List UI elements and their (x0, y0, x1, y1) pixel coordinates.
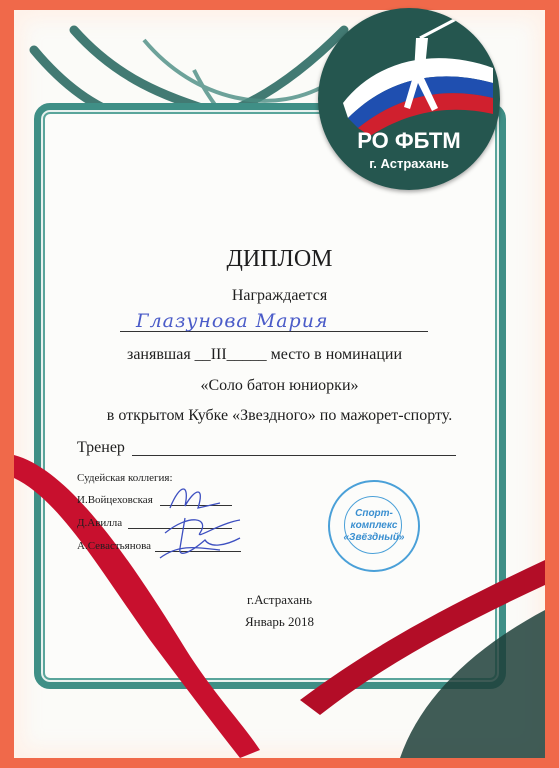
jury-member: И.Войцеховская (77, 494, 153, 506)
stamp-text: Спорт- комплекс «Звёздный» (343, 508, 405, 543)
coach-label: Тренер (77, 439, 125, 456)
place-line (127, 346, 402, 364)
footer-date: Январь 2018 (244, 614, 315, 629)
jury-member: Д.Авилла (77, 517, 123, 529)
emblem-title: РО ФБТМ (357, 128, 461, 153)
jury-member: А.Севастьянова (77, 540, 152, 552)
federation-emblem (318, 8, 500, 190)
diploma-heading: ДИПЛОМ (226, 246, 333, 272)
awarded-label: Награждается (231, 287, 328, 304)
recipient-handwritten: Глазунова Мария (136, 310, 329, 332)
jury-label: Судейская коллегия: (77, 472, 173, 484)
place-prefix: занявшая __ (127, 346, 211, 363)
coach-underline (132, 455, 456, 456)
organization-stamp (328, 480, 420, 572)
competition-text: в открытом Кубке «Звездного» по мажорет-спорту. (106, 407, 453, 424)
emblem-city: г. Астрахань (369, 156, 449, 171)
nomination-text: «Соло батон юниорки» (200, 377, 359, 394)
footer-city: г.Астрахань (246, 592, 313, 607)
place-value: III (210, 346, 227, 363)
place-suffix: _____ место в номинации (226, 346, 403, 363)
handwritten-signatures (150, 478, 260, 568)
